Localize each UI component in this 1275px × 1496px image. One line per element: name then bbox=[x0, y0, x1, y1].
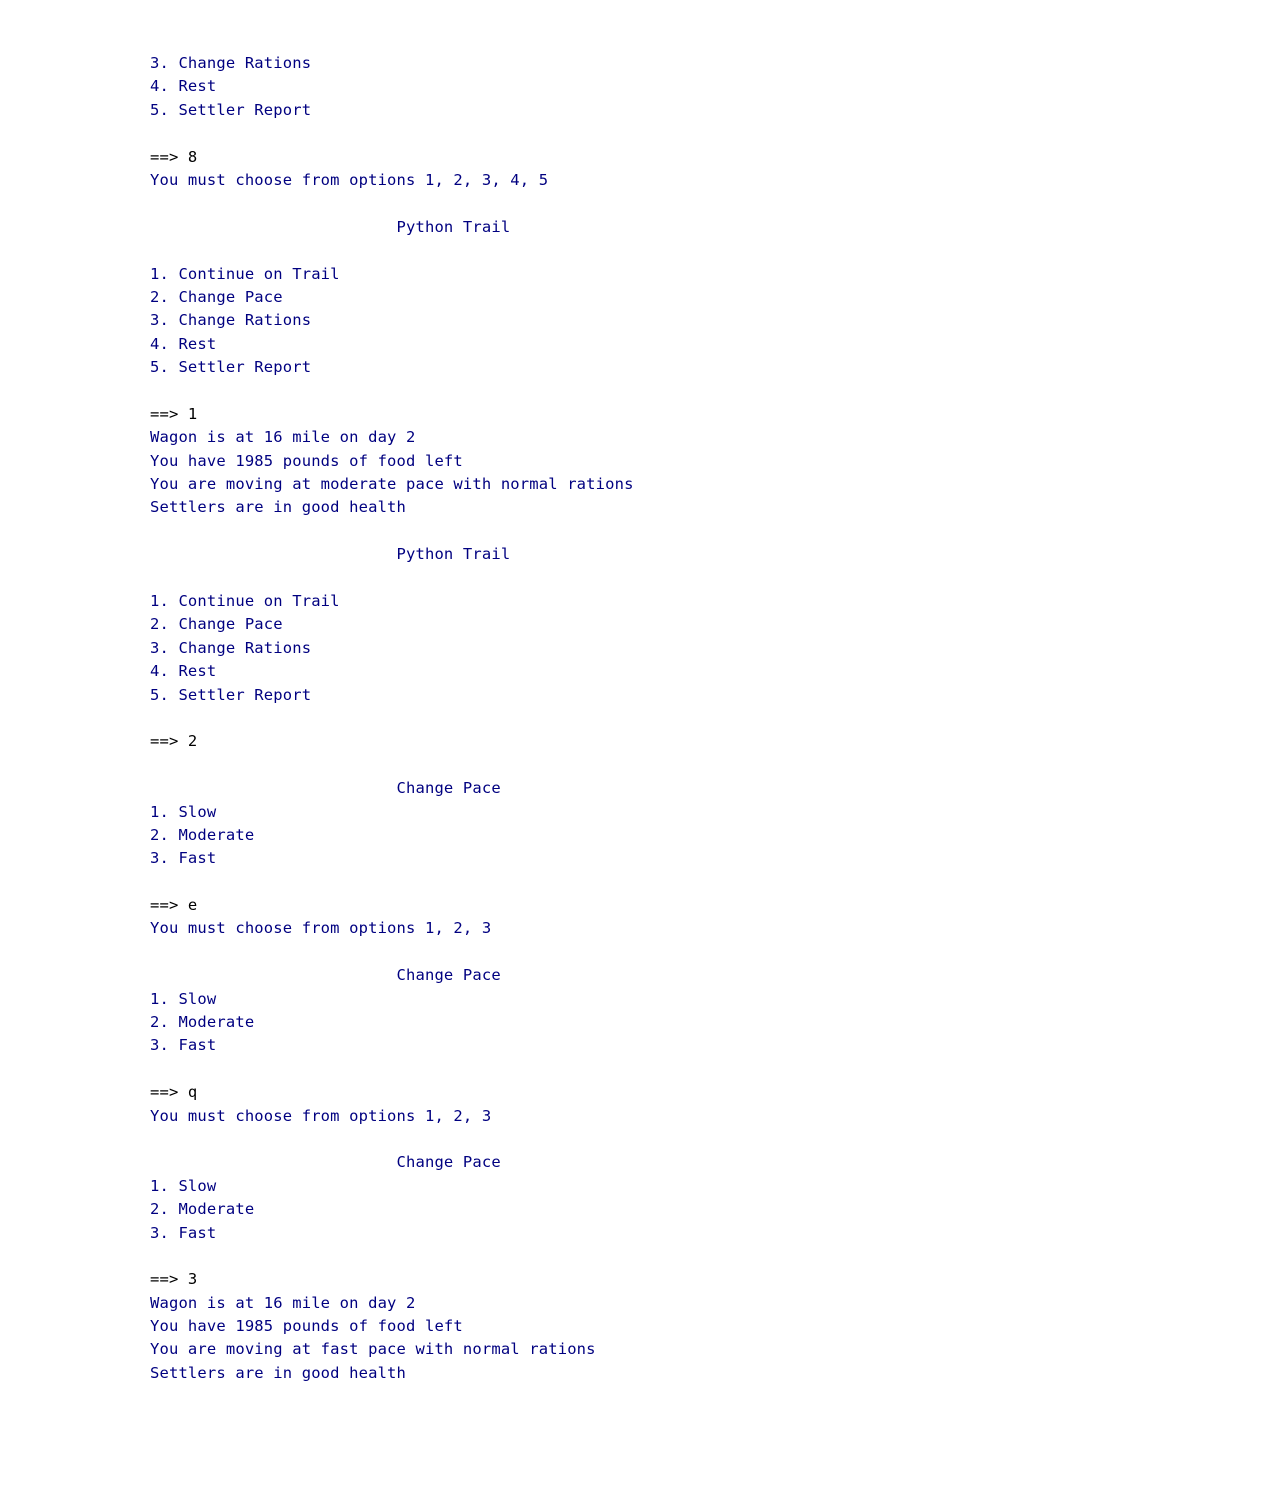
status-line: You have 1985 pounds of food left bbox=[150, 451, 463, 470]
blank-line bbox=[150, 871, 1230, 894]
console-output bbox=[150, 52, 1230, 1385]
menu-title: Python Trail bbox=[150, 545, 511, 564]
blank-line bbox=[150, 567, 1230, 590]
menu-option: 3. Change Rations bbox=[150, 638, 312, 657]
blank-line bbox=[150, 520, 1230, 543]
blank-line bbox=[150, 192, 1230, 215]
user-input-line: ==> e bbox=[150, 896, 198, 915]
status-line: You have 1985 pounds of food left bbox=[150, 1317, 463, 1336]
status-line: Wagon is at 16 mile on day 2 bbox=[150, 1293, 416, 1312]
menu-option: 1. Continue on Trail bbox=[150, 264, 340, 283]
menu-title: Change Pace bbox=[150, 779, 501, 798]
menu-title: Python Trail bbox=[150, 217, 511, 236]
blank-line bbox=[150, 941, 1230, 964]
error-message: You must choose from options 1, 2, 3 bbox=[150, 919, 492, 938]
menu-title: Change Pace bbox=[150, 966, 501, 985]
menu-option: 1. Slow bbox=[150, 802, 217, 821]
error-message: You must choose from options 1, 2, 3 bbox=[150, 1106, 492, 1125]
menu-option: 5. Settler Report bbox=[150, 100, 312, 119]
menu-option: 2. Change Pace bbox=[150, 287, 283, 306]
menu-option: 1. Slow bbox=[150, 989, 217, 1008]
blank-line bbox=[150, 1245, 1230, 1268]
menu-option: 2. Moderate bbox=[150, 1200, 255, 1219]
menu-option: 5. Settler Report bbox=[150, 358, 312, 377]
blank-line bbox=[150, 239, 1230, 262]
menu-option: 2. Moderate bbox=[150, 825, 255, 844]
user-input-line: ==> 1 bbox=[150, 404, 198, 423]
status-line: Settlers are in good health bbox=[150, 1363, 407, 1382]
blank-line bbox=[150, 1058, 1230, 1081]
menu-option: 3. Change Rations bbox=[150, 311, 312, 330]
menu-option: 3. Fast bbox=[150, 849, 217, 868]
user-input-line: ==> 2 bbox=[150, 732, 198, 751]
error-message: You must choose from options 1, 2, 3, 4, 5 bbox=[150, 170, 549, 189]
menu-option: 2. Change Pace bbox=[150, 615, 283, 634]
menu-option: 3. Fast bbox=[150, 1223, 217, 1242]
menu-option: 3. Change Rations bbox=[150, 54, 312, 72]
status-line: You are moving at fast pace with normal rations bbox=[150, 1340, 596, 1359]
blank-line bbox=[150, 754, 1230, 777]
blank-line bbox=[150, 1128, 1230, 1151]
menu-option: 2. Moderate bbox=[150, 1013, 255, 1032]
blank-line bbox=[150, 379, 1230, 402]
user-input-line: ==> q bbox=[150, 1083, 198, 1102]
menu-option: 4. Rest bbox=[150, 334, 217, 353]
blank-line bbox=[150, 707, 1230, 730]
user-input-line: ==> 3 bbox=[150, 1270, 198, 1289]
menu-option: 1. Continue on Trail bbox=[150, 591, 340, 610]
status-line: You are moving at moderate pace with normal rations bbox=[150, 475, 634, 494]
menu-option: 5. Settler Report bbox=[150, 685, 312, 704]
menu-option: 3. Fast bbox=[150, 1036, 217, 1055]
status-line: Wagon is at 16 mile on day 2 bbox=[150, 428, 416, 447]
user-input-line: ==> 8 bbox=[150, 147, 198, 166]
menu-title: Change Pace bbox=[150, 1153, 501, 1172]
status-line: Settlers are in good health bbox=[150, 498, 407, 517]
blank-line bbox=[150, 122, 1230, 145]
menu-option: 1. Slow bbox=[150, 1176, 217, 1195]
menu-option: 4. Rest bbox=[150, 662, 217, 681]
menu-option: 4. Rest bbox=[150, 77, 217, 96]
